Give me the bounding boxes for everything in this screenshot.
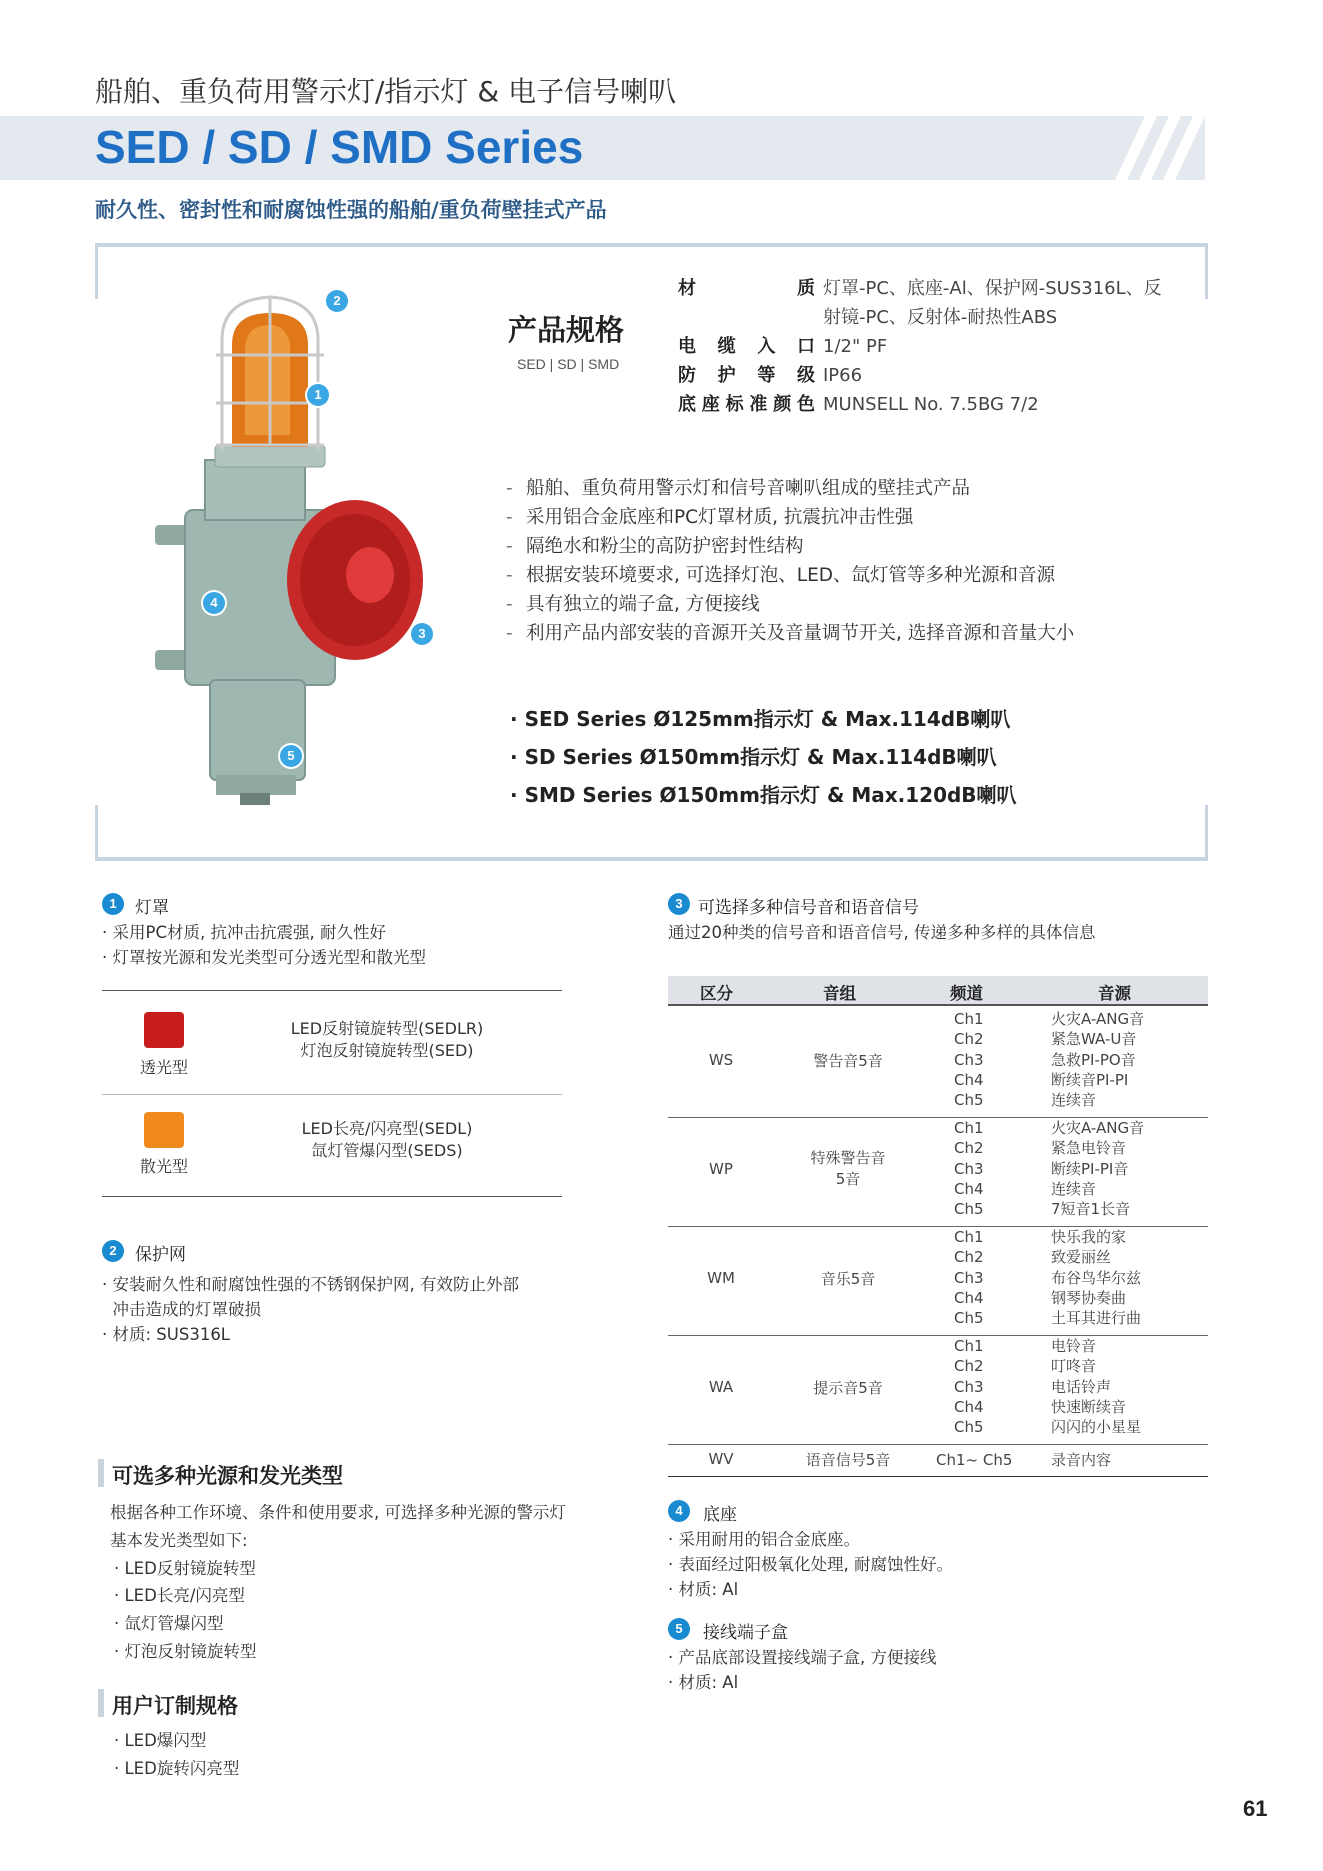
list-item: · 灯泡反射镜旋转型 [114, 1642, 257, 1661]
source-list [1051, 1336, 1141, 1437]
desc-line: LED长亮/闪亮型(SEDL) [301, 1119, 473, 1138]
red-lamp-icon [144, 1012, 184, 1048]
table-row [668, 1227, 1208, 1333]
section-3-desc: 通过20种类的信号音和语音信号, 传递多种多样的具体信息 [668, 923, 1096, 942]
source: 急救PI-PO音 [1051, 1050, 1136, 1069]
channel: Ch2 [954, 1139, 984, 1158]
group-name: 音乐5音 [820, 1270, 876, 1288]
channel: Ch2 [954, 1248, 984, 1267]
group-code: WA [708, 1378, 734, 1396]
series-text: SED Series Ø125mm指示灯 & Max.114dB喇叭 [524, 707, 1011, 731]
group-name: 提示音5音 [813, 1379, 883, 1397]
channel: Ch4 [954, 1288, 984, 1307]
spec-value: MUNSELL No. 7.5BG 7/2 [823, 394, 1039, 415]
callout-3-marker: 3 [411, 623, 433, 645]
source: 电铃音 [1051, 1337, 1097, 1355]
section-marker [98, 1459, 104, 1487]
channel: Ch4 [954, 1179, 984, 1198]
channel-list [954, 1227, 984, 1328]
category-title: 船舶、重负荷用警示灯/指示灯 & 电子信号喇叭 [95, 75, 677, 108]
list-item: · SMD Series Ø150mm指示灯 & Max.120dB喇叭 [510, 783, 1017, 807]
lamp-type-label: 散光型 [140, 1157, 189, 1176]
list-item: · LED爆闪型 [114, 1731, 207, 1750]
table-rule [102, 1196, 562, 1197]
name-line: 5音 [835, 1170, 861, 1188]
custom-spec-title: 用户订制规格 [112, 1694, 238, 1718]
section-2-bullet: 冲击造成的灯罩破损 [102, 1300, 261, 1319]
frame-corner [1205, 805, 1208, 861]
spec-heading: 产品规格 [508, 313, 625, 347]
frame-corner [95, 243, 98, 299]
group-name: 语音信号5音 [805, 1451, 891, 1469]
column-header: 音源 [1098, 984, 1131, 1003]
callout-4-marker: 4 [203, 592, 225, 614]
list-item: - 具有独立的端子盒, 方便接线 [506, 594, 760, 615]
source-list [1051, 1118, 1144, 1219]
lamp-type-desc [252, 1018, 522, 1062]
light-sources-title: 可选多种光源和发光类型 [112, 1464, 343, 1488]
column-header: 音组 [823, 984, 856, 1003]
section-3-title: 可选择多种信号音和语音信号 [698, 898, 919, 918]
channel: Ch3 [954, 1159, 984, 1178]
source: 紧急WA-U音 [1051, 1030, 1137, 1049]
channel-list: Ch1~ Ch5 [936, 1451, 1013, 1469]
group-code: WS [708, 1051, 734, 1069]
channel: Ch1 [954, 1010, 984, 1028]
group-code: WP [709, 1160, 733, 1178]
list-item: · LED长亮/闪亮型 [114, 1586, 245, 1605]
series-text: SMD Series Ø150mm指示灯 & Max.120dB喇叭 [524, 783, 1017, 807]
source: 断续音PI-PI [1051, 1070, 1129, 1089]
list-item: · 氙灯管爆闪型 [114, 1614, 224, 1633]
spec-value: 1/2" PF [823, 336, 888, 357]
list-item: - 采用铝合金底座和PC灯罩材质, 抗震抗冲击性强 [506, 507, 914, 528]
channel: Ch5 [954, 1091, 984, 1110]
source: 火灾A-ANG音 [1051, 1010, 1145, 1028]
source: 叮咚音 [1051, 1357, 1097, 1376]
section-4-badge: 4 [668, 1500, 690, 1522]
list-item: - 根据安装环境要求, 可选择灯泡、LED、氙灯管等多种光源和音源 [506, 565, 1056, 586]
source-list: 录音内容 [1051, 1451, 1112, 1469]
feature-text: 采用铝合金底座和PC灯罩材质, 抗震抗冲击性强 [526, 507, 914, 528]
source: 钢琴协奏曲 [1051, 1288, 1127, 1307]
spec-label: 防护等级 [678, 365, 815, 386]
callout-2-marker: 2 [326, 290, 348, 312]
table-row [668, 1336, 1208, 1442]
desc-line: 氙灯管爆闪型(SEDS) [311, 1141, 463, 1160]
channel: Ch2 [954, 1357, 984, 1376]
source-list [1051, 1227, 1141, 1328]
section-4-bullet: · 材质: Al [668, 1580, 739, 1599]
series-text: SD Series Ø150mm指示灯 & Max.114dB喇叭 [524, 745, 997, 769]
frame-corner [1205, 243, 1208, 299]
list-item: - 隔绝水和粉尘的高防护密封性结构 [506, 536, 804, 557]
column-header: 区分 [700, 984, 733, 1003]
product-image [140, 285, 480, 815]
desc-line: LED反射镜旋转型(SEDLR) [290, 1019, 484, 1038]
section-1-title: 灯罩 [135, 898, 169, 918]
source: 土耳其进行曲 [1051, 1309, 1142, 1328]
light-sources-intro: 根据各种工作环境、条件和使用要求, 可选择多种光源的警示灯 [110, 1503, 566, 1522]
section-4-bullet: · 表面经过阳极氧化处理, 耐腐蚀性好。 [668, 1555, 953, 1574]
section-1-bullet: · 灯罩按光源和发光类型可分透光型和散光型 [102, 948, 426, 967]
channel: Ch1 [954, 1119, 984, 1137]
source: 火灾A-ANG音 [1051, 1119, 1145, 1137]
spec-models: SED | SD | SMD [517, 356, 620, 372]
spec-row [678, 361, 1163, 390]
channel: Ch2 [954, 1030, 984, 1049]
channel: Ch4 [954, 1397, 984, 1416]
group-code: WM [707, 1269, 735, 1287]
spec-label: 底座标准颜色 [678, 394, 815, 415]
spec-label: 电缆入口 [678, 336, 815, 357]
source: 快速断续音 [1051, 1397, 1127, 1416]
spec-row [678, 390, 1163, 419]
feature-text: 隔绝水和粉尘的高防护密封性结构 [526, 536, 804, 557]
source: 断续PI-PI音 [1051, 1159, 1129, 1178]
list-item: · LED旋转闪亮型 [114, 1759, 240, 1778]
section-1-badge: 1 [102, 893, 124, 915]
section-2-title: 保护网 [135, 1245, 186, 1265]
section-3-badge: 3 [668, 893, 690, 915]
table-bottom-rule [668, 1476, 1208, 1477]
callout-1-marker: 1 [307, 384, 329, 406]
source-list [1051, 1009, 1144, 1110]
lamp-type-label: 透光型 [140, 1058, 189, 1077]
series-list [510, 700, 1017, 814]
section-marker [98, 1689, 104, 1717]
feature-text: 根据安装环境要求, 可选择灯泡、LED、氙灯管等多种光源和音源 [526, 565, 1056, 586]
channel: Ch3 [954, 1050, 984, 1069]
list-item: - 利用产品内部安装的音源开关及音量调节开关, 选择音源和音量大小 [506, 623, 1075, 644]
feature-text: 利用产品内部安装的音源开关及音量调节开关, 选择音源和音量大小 [526, 623, 1075, 644]
channel: Ch1 [954, 1228, 984, 1246]
section-4-bullet: · 采用耐用的铝合金底座。 [668, 1530, 860, 1549]
source: 布谷鸟华尔兹 [1051, 1268, 1142, 1287]
channel: Ch3 [954, 1377, 984, 1396]
spec-value: IP66 [823, 365, 863, 386]
section-5-bullet: · 材质: Al [668, 1673, 739, 1692]
table-row [668, 1009, 1208, 1115]
spec-row [678, 274, 1163, 332]
feature-list [506, 474, 1074, 648]
section-5-bullet: · 产品底部设置接线端子盒, 方便接线 [668, 1648, 937, 1667]
section-5-title: 接线端子盒 [703, 1623, 788, 1643]
group-code: WV [708, 1450, 734, 1468]
desc-line: 灯泡反射镜旋转型(SED) [300, 1041, 474, 1060]
row-separator [668, 1444, 1208, 1445]
page-subtitle: 耐久性、密封性和耐腐蚀性强的船舶/重负荷壁挂式产品 [95, 198, 607, 222]
group-name [788, 1148, 908, 1190]
channel-list [954, 1009, 984, 1110]
channel: Ch3 [954, 1268, 984, 1287]
channel: Ch5 [954, 1309, 984, 1328]
section-1-bullet: · 采用PC材质, 抗冲击抗震强, 耐久性好 [102, 923, 386, 942]
list-item: · SD Series Ø150mm指示灯 & Max.114dB喇叭 [510, 745, 997, 769]
spec-row [678, 332, 1163, 361]
feature-text: 船舶、重负荷用警示灯和信号音喇叭组成的壁挂式产品 [526, 478, 971, 499]
table-row [102, 1094, 562, 1198]
orange-lamp-icon [144, 1112, 184, 1148]
frame-corner [95, 805, 98, 861]
feature-text: 具有独立的端子盒, 方便接线 [526, 594, 760, 615]
section-5-badge: 5 [668, 1618, 690, 1640]
spec-value: 灯罩-PC、底座-Al、保护网-SUS316L、反射镜-PC、反射体-耐热性ABS [823, 278, 1162, 328]
source: 电话铃声 [1051, 1377, 1112, 1396]
table-row [668, 1118, 1208, 1224]
spec-table [678, 274, 1163, 419]
channel: Ch5 [954, 1200, 984, 1219]
frame-top-border [95, 243, 1208, 247]
name-line: 特殊警告音 [810, 1149, 886, 1167]
column-header: 频道 [950, 984, 983, 1003]
channel-list [954, 1336, 984, 1437]
channel: Ch4 [954, 1070, 984, 1089]
series-title: SED / SD / SMD Series [95, 121, 584, 173]
channel: Ch5 [954, 1418, 984, 1437]
list-item: · LED反射镜旋转型 [114, 1559, 256, 1578]
source: 紧急电铃音 [1051, 1139, 1127, 1158]
page-number: 61 [1243, 1796, 1268, 1821]
channel: Ch1 [954, 1337, 984, 1355]
channel-list [954, 1118, 984, 1219]
section-2-bullet: · 安装耐久性和耐腐蚀性强的不锈钢保护网, 有效防止外部 [102, 1275, 519, 1294]
source: 快乐我的家 [1051, 1228, 1127, 1246]
list-item: - 船舶、重负荷用警示灯和信号音喇叭组成的壁挂式产品 [506, 478, 971, 499]
frame-bottom-border [95, 857, 1208, 861]
light-sources-intro: 基本发光类型如下: [110, 1531, 248, 1550]
list-item: · SED Series Ø125mm指示灯 & Max.114dB喇叭 [510, 707, 1011, 731]
group-name: 警告音5音 [813, 1052, 883, 1070]
source: 7短音1长音 [1051, 1200, 1131, 1219]
section-2-bullet: · 材质: SUS316L [102, 1325, 231, 1344]
section-4-title: 底座 [703, 1505, 737, 1525]
table-header [668, 976, 1208, 1006]
table-row [102, 990, 562, 1094]
source: 闪闪的小星星 [1051, 1418, 1142, 1437]
source: 致爱丽丝 [1051, 1248, 1112, 1267]
source: 连续音 [1051, 1179, 1097, 1198]
callout-5-marker: 5 [280, 745, 302, 767]
lamp-type-desc [252, 1118, 522, 1162]
section-2-badge: 2 [102, 1240, 124, 1262]
decorative-stripes-icon [1075, 116, 1205, 180]
source: 连续音 [1051, 1091, 1097, 1110]
spec-label: 材质 [678, 278, 815, 299]
